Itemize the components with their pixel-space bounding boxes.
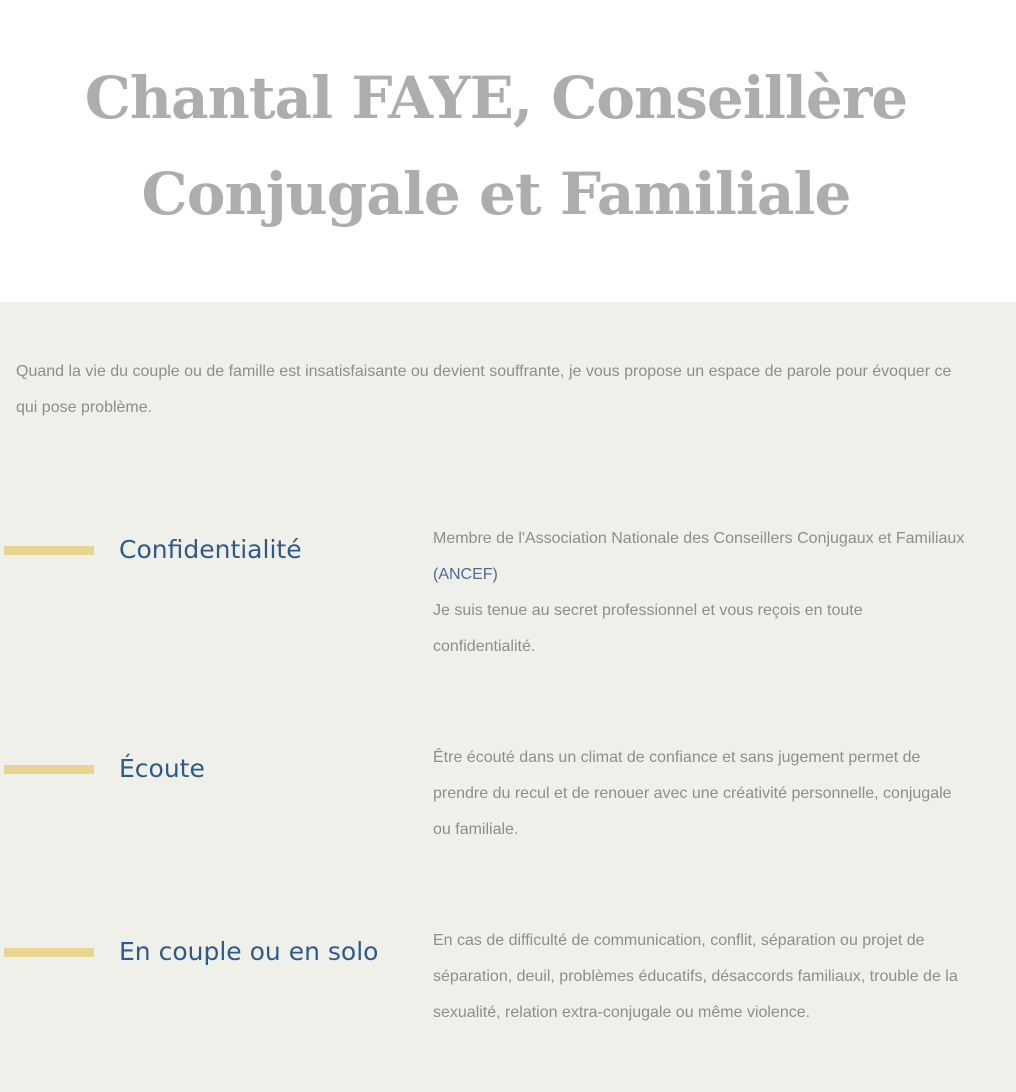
feature-title-listening: Écoute [119,754,205,783]
feature-text-membership: Membre de l'Association Nationale des Conseillers Conjugaux et Familiaux [433,530,965,547]
page-title-line-1: Chantal FAYE, Conseillère [84,64,908,132]
accent-bar [4,948,94,957]
page-title [0,50,992,242]
content-section [0,302,1016,1092]
feature-title-couple-or-solo: En couple ou en solo [119,937,379,966]
page-title-line-2: Conjugale et Familiale [141,160,851,228]
feature-text-secrecy: Je suis tenue au secret professionnel et vous reçois en toute confidentialité. [433,602,863,655]
feature-text-confidentiality [433,521,968,665]
accent-bar [4,546,94,555]
feature-text-listening: Être écouté dans un climat de confiance et sans jugement permet de prendre du recul et de renouer avec une créativité personnelle, conjugale ou familiale. [433,749,952,838]
page-header [0,0,1016,302]
feature-text-couple-or-solo: En cas de difficulté de communication, conflit, séparation ou projet de séparation, deuil, problèmes éducatifs, désaccords familiaux, trouble de la sexualité, relation extra-conjugale ou même violence. [433,932,958,1021]
ancef-link[interactable]: (ANCEF) [433,566,498,583]
intro-text: Quand la vie du couple ou de famille est insatisfaisante ou devient souffrante, je vous propose un espace de parole pour évoquer ce qui pose problème. [16,363,952,416]
feature-title-confidentiality: Confidentialité [119,535,302,564]
accent-bar [4,765,94,774]
